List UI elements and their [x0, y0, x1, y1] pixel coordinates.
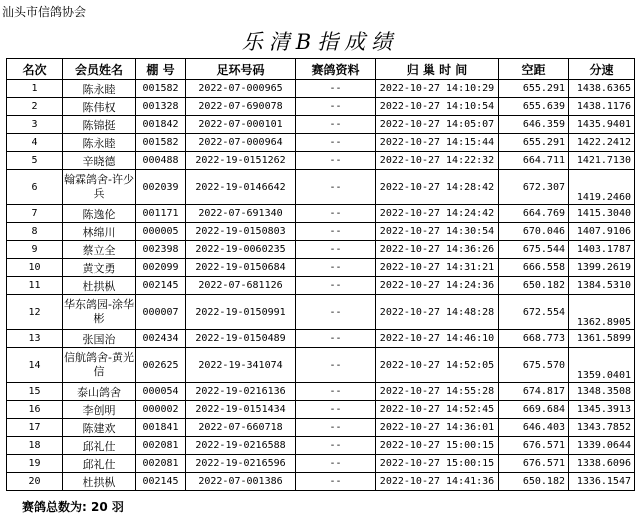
table-row [7, 419, 635, 437]
speed-cell: 1384.5310 [569, 277, 635, 295]
arrival-time-cell: 2022-10-27 14:52:05 [376, 348, 499, 383]
distance-cell: 672.307 [499, 170, 569, 205]
ring-number-cell: 2022-19-0150489 [186, 330, 296, 348]
rank-cell: 9 [7, 241, 63, 259]
rank-cell: 12 [7, 295, 63, 330]
rank-cell: 1 [7, 80, 63, 98]
ring-number-cell: 2022-19-0150991 [186, 295, 296, 330]
pigeon-info-cell: -- [296, 401, 376, 419]
arrival-time-cell: 2022-10-27 14:10:54 [376, 98, 499, 116]
ring-number-cell: 2022-07-690078 [186, 98, 296, 116]
ring-number-cell: 2022-19-0216136 [186, 383, 296, 401]
pigeon-info-cell: -- [296, 152, 376, 170]
table-row [7, 277, 635, 295]
ring-number-cell: 2022-07-001386 [186, 473, 296, 491]
loft-cell: 002434 [136, 330, 186, 348]
pigeon-info-cell: -- [296, 80, 376, 98]
col-header-arrival-time: 归 巢 时 间 [376, 59, 499, 80]
loft-cell: 001582 [136, 80, 186, 98]
loft-cell: 002081 [136, 437, 186, 455]
speed-cell: 1362.8905 [569, 295, 635, 330]
arrival-time-cell: 2022-10-27 14:36:01 [376, 419, 499, 437]
rank-cell: 6 [7, 170, 63, 205]
pigeon-info-cell: -- [296, 330, 376, 348]
speed-cell: 1361.5899 [569, 330, 635, 348]
pigeon-info-cell: -- [296, 98, 376, 116]
speed-cell: 1345.3913 [569, 401, 635, 419]
distance-cell: 666.558 [499, 259, 569, 277]
speed-cell: 1435.9401 [569, 116, 635, 134]
speed-cell: 1421.7130 [569, 152, 635, 170]
total-count: 赛鸽总数为: 20 羽 [22, 500, 124, 514]
pigeon-info-cell: -- [296, 241, 376, 259]
distance-cell: 646.403 [499, 419, 569, 437]
member-name-cell: 信航鸽舍-黄光信 [63, 348, 136, 383]
distance-cell: 668.773 [499, 330, 569, 348]
speed-cell: 1422.2412 [569, 134, 635, 152]
distance-cell: 675.544 [499, 241, 569, 259]
member-name-cell: 陈建欢 [63, 419, 136, 437]
col-header-rank: 名次 [7, 59, 63, 80]
distance-cell: 669.684 [499, 401, 569, 419]
table-row [7, 205, 635, 223]
arrival-time-cell: 2022-10-27 14:22:32 [376, 152, 499, 170]
ring-number-cell: 2022-07-000965 [186, 80, 296, 98]
loft-cell: 000054 [136, 383, 186, 401]
table-row [7, 116, 635, 134]
loft-cell: 002081 [136, 455, 186, 473]
loft-cell: 001171 [136, 205, 186, 223]
distance-cell: 646.359 [499, 116, 569, 134]
ring-number-cell: 2022-19-341074 [186, 348, 296, 383]
rank-cell: 8 [7, 223, 63, 241]
distance-cell: 676.571 [499, 437, 569, 455]
member-name-cell: 杜拱枞 [63, 277, 136, 295]
pigeon-info-cell: -- [296, 223, 376, 241]
loft-cell: 002039 [136, 170, 186, 205]
loft-cell: 000007 [136, 295, 186, 330]
member-name-cell: 黄文勇 [63, 259, 136, 277]
speed-cell: 1343.7852 [569, 419, 635, 437]
rank-cell: 10 [7, 259, 63, 277]
pigeon-info-cell: -- [296, 134, 376, 152]
rank-cell: 5 [7, 152, 63, 170]
ring-number-cell: 2022-07-660718 [186, 419, 296, 437]
distance-cell: 670.046 [499, 223, 569, 241]
arrival-time-cell: 2022-10-27 15:00:15 [376, 455, 499, 473]
table-row [7, 473, 635, 491]
loft-cell: 001842 [136, 116, 186, 134]
loft-cell: 000002 [136, 401, 186, 419]
table-row [7, 259, 635, 277]
loft-cell: 001328 [136, 98, 186, 116]
arrival-time-cell: 2022-10-27 14:46:10 [376, 330, 499, 348]
pigeon-info-cell: -- [296, 116, 376, 134]
member-name-cell: 陈伟权 [63, 98, 136, 116]
rank-cell: 7 [7, 205, 63, 223]
arrival-time-cell: 2022-10-27 15:00:15 [376, 437, 499, 455]
ring-number-cell: 2022-19-0151434 [186, 401, 296, 419]
table-row [7, 295, 635, 330]
table-row [7, 98, 635, 116]
loft-cell: 000005 [136, 223, 186, 241]
organization-name: 汕头市信鸽协会 [2, 5, 87, 19]
loft-cell: 002099 [136, 259, 186, 277]
distance-cell: 650.182 [499, 473, 569, 491]
table-row [7, 152, 635, 170]
speed-cell: 1399.2619 [569, 259, 635, 277]
loft-cell: 001582 [136, 134, 186, 152]
table-body [7, 80, 635, 491]
member-name-cell: 陈锦挺 [63, 116, 136, 134]
arrival-time-cell: 2022-10-27 14:55:28 [376, 383, 499, 401]
loft-cell: 000488 [136, 152, 186, 170]
pigeon-info-cell: -- [296, 259, 376, 277]
loft-cell: 002398 [136, 241, 186, 259]
table-row [7, 455, 635, 473]
arrival-time-cell: 2022-10-27 14:36:26 [376, 241, 499, 259]
rank-cell: 13 [7, 330, 63, 348]
rank-cell: 15 [7, 383, 63, 401]
arrival-time-cell: 2022-10-27 14:05:07 [376, 116, 499, 134]
pigeon-info-cell: -- [296, 473, 376, 491]
arrival-time-cell: 2022-10-27 14:28:42 [376, 170, 499, 205]
loft-cell: 002625 [136, 348, 186, 383]
loft-cell: 001841 [136, 419, 186, 437]
member-name-cell: 蔡立全 [63, 241, 136, 259]
ring-number-cell: 2022-07-000101 [186, 116, 296, 134]
speed-cell: 1339.0644 [569, 437, 635, 455]
speed-cell: 1438.6365 [569, 80, 635, 98]
ring-number-cell: 2022-07-691340 [186, 205, 296, 223]
ring-number-cell: 2022-19-0150684 [186, 259, 296, 277]
table-row [7, 437, 635, 455]
col-header-distance: 空距 [499, 59, 569, 80]
speed-cell: 1419.2460 [569, 170, 635, 205]
arrival-time-cell: 2022-10-27 14:24:36 [376, 277, 499, 295]
table-row [7, 241, 635, 259]
member-name-cell: 辛晓德 [63, 152, 136, 170]
pigeon-info-cell: -- [296, 455, 376, 473]
arrival-time-cell: 2022-10-27 14:41:36 [376, 473, 499, 491]
arrival-time-cell: 2022-10-27 14:10:29 [376, 80, 499, 98]
rank-cell: 20 [7, 473, 63, 491]
rank-cell: 3 [7, 116, 63, 134]
pigeon-info-cell: -- [296, 277, 376, 295]
distance-cell: 664.769 [499, 205, 569, 223]
distance-cell: 664.711 [499, 152, 569, 170]
col-header-loft: 棚 号 [136, 59, 186, 80]
ring-number-cell: 2022-07-000964 [186, 134, 296, 152]
speed-cell: 1415.3040 [569, 205, 635, 223]
speed-cell: 1336.1547 [569, 473, 635, 491]
member-name-cell: 邱礼仕 [63, 437, 136, 455]
table-row [7, 223, 635, 241]
member-name-cell: 华东鸽园-涂华彬 [63, 295, 136, 330]
col-header-pigeon-info: 赛鸽资料 [296, 59, 376, 80]
arrival-time-cell: 2022-10-27 14:24:42 [376, 205, 499, 223]
pigeon-info-cell: -- [296, 170, 376, 205]
table-row [7, 330, 635, 348]
rank-cell: 14 [7, 348, 63, 383]
rank-cell: 11 [7, 277, 63, 295]
member-name-cell: 泰山鸽舍 [63, 383, 136, 401]
member-name-cell: 陈永睦 [63, 134, 136, 152]
distance-cell: 655.291 [499, 80, 569, 98]
arrival-time-cell: 2022-10-27 14:52:45 [376, 401, 499, 419]
distance-cell: 655.291 [499, 134, 569, 152]
speed-cell: 1348.3508 [569, 383, 635, 401]
pigeon-info-cell: -- [296, 348, 376, 383]
ring-number-cell: 2022-19-0150803 [186, 223, 296, 241]
rank-cell: 17 [7, 419, 63, 437]
results-table [6, 58, 635, 491]
speed-cell: 1438.1176 [569, 98, 635, 116]
table-row [7, 80, 635, 98]
ring-number-cell: 2022-19-0060235 [186, 241, 296, 259]
distance-cell: 672.554 [499, 295, 569, 330]
rank-cell: 16 [7, 401, 63, 419]
arrival-time-cell: 2022-10-27 14:48:28 [376, 295, 499, 330]
pigeon-info-cell: -- [296, 419, 376, 437]
pigeon-info-cell: -- [296, 205, 376, 223]
loft-cell: 002145 [136, 277, 186, 295]
distance-cell: 676.571 [499, 455, 569, 473]
ring-number-cell: 2022-19-0216596 [186, 455, 296, 473]
table-row [7, 401, 635, 419]
table-row [7, 134, 635, 152]
col-header-member-name: 会员姓名 [63, 59, 136, 80]
ring-number-cell: 2022-19-0146642 [186, 170, 296, 205]
arrival-time-cell: 2022-10-27 14:31:21 [376, 259, 499, 277]
loft-cell: 002145 [136, 473, 186, 491]
member-name-cell: 邱礼仕 [63, 455, 136, 473]
speed-cell: 1338.6096 [569, 455, 635, 473]
distance-cell: 655.639 [499, 98, 569, 116]
rank-cell: 4 [7, 134, 63, 152]
rank-cell: 2 [7, 98, 63, 116]
table-row [7, 383, 635, 401]
speed-cell: 1359.0401 [569, 348, 635, 383]
table-header-row [7, 59, 635, 80]
col-header-speed: 分速 [569, 59, 635, 80]
member-name-cell: 杜拱枞 [63, 473, 136, 491]
table-row [7, 348, 635, 383]
distance-cell: 650.182 [499, 277, 569, 295]
distance-cell: 675.570 [499, 348, 569, 383]
rank-cell: 19 [7, 455, 63, 473]
ring-number-cell: 2022-19-0216588 [186, 437, 296, 455]
ring-number-cell: 2022-19-0151262 [186, 152, 296, 170]
member-name-cell: 林绵川 [63, 223, 136, 241]
ring-number-cell: 2022-07-681126 [186, 277, 296, 295]
member-name-cell: 翰霖鸽舍-许少兵 [63, 170, 136, 205]
rank-cell: 18 [7, 437, 63, 455]
member-name-cell: 张国治 [63, 330, 136, 348]
speed-cell: 1407.9106 [569, 223, 635, 241]
table-row [7, 170, 635, 205]
pigeon-info-cell: -- [296, 383, 376, 401]
pigeon-info-cell: -- [296, 295, 376, 330]
col-header-ring-number: 足环号码 [186, 59, 296, 80]
member-name-cell: 陈永睦 [63, 80, 136, 98]
speed-cell: 1403.1787 [569, 241, 635, 259]
member-name-cell: 李创明 [63, 401, 136, 419]
member-name-cell: 陈逸伦 [63, 205, 136, 223]
pigeon-info-cell: -- [296, 437, 376, 455]
distance-cell: 674.817 [499, 383, 569, 401]
page-title: 乐清B指成绩 [241, 30, 399, 54]
arrival-time-cell: 2022-10-27 14:30:54 [376, 223, 499, 241]
arrival-time-cell: 2022-10-27 14:15:44 [376, 134, 499, 152]
